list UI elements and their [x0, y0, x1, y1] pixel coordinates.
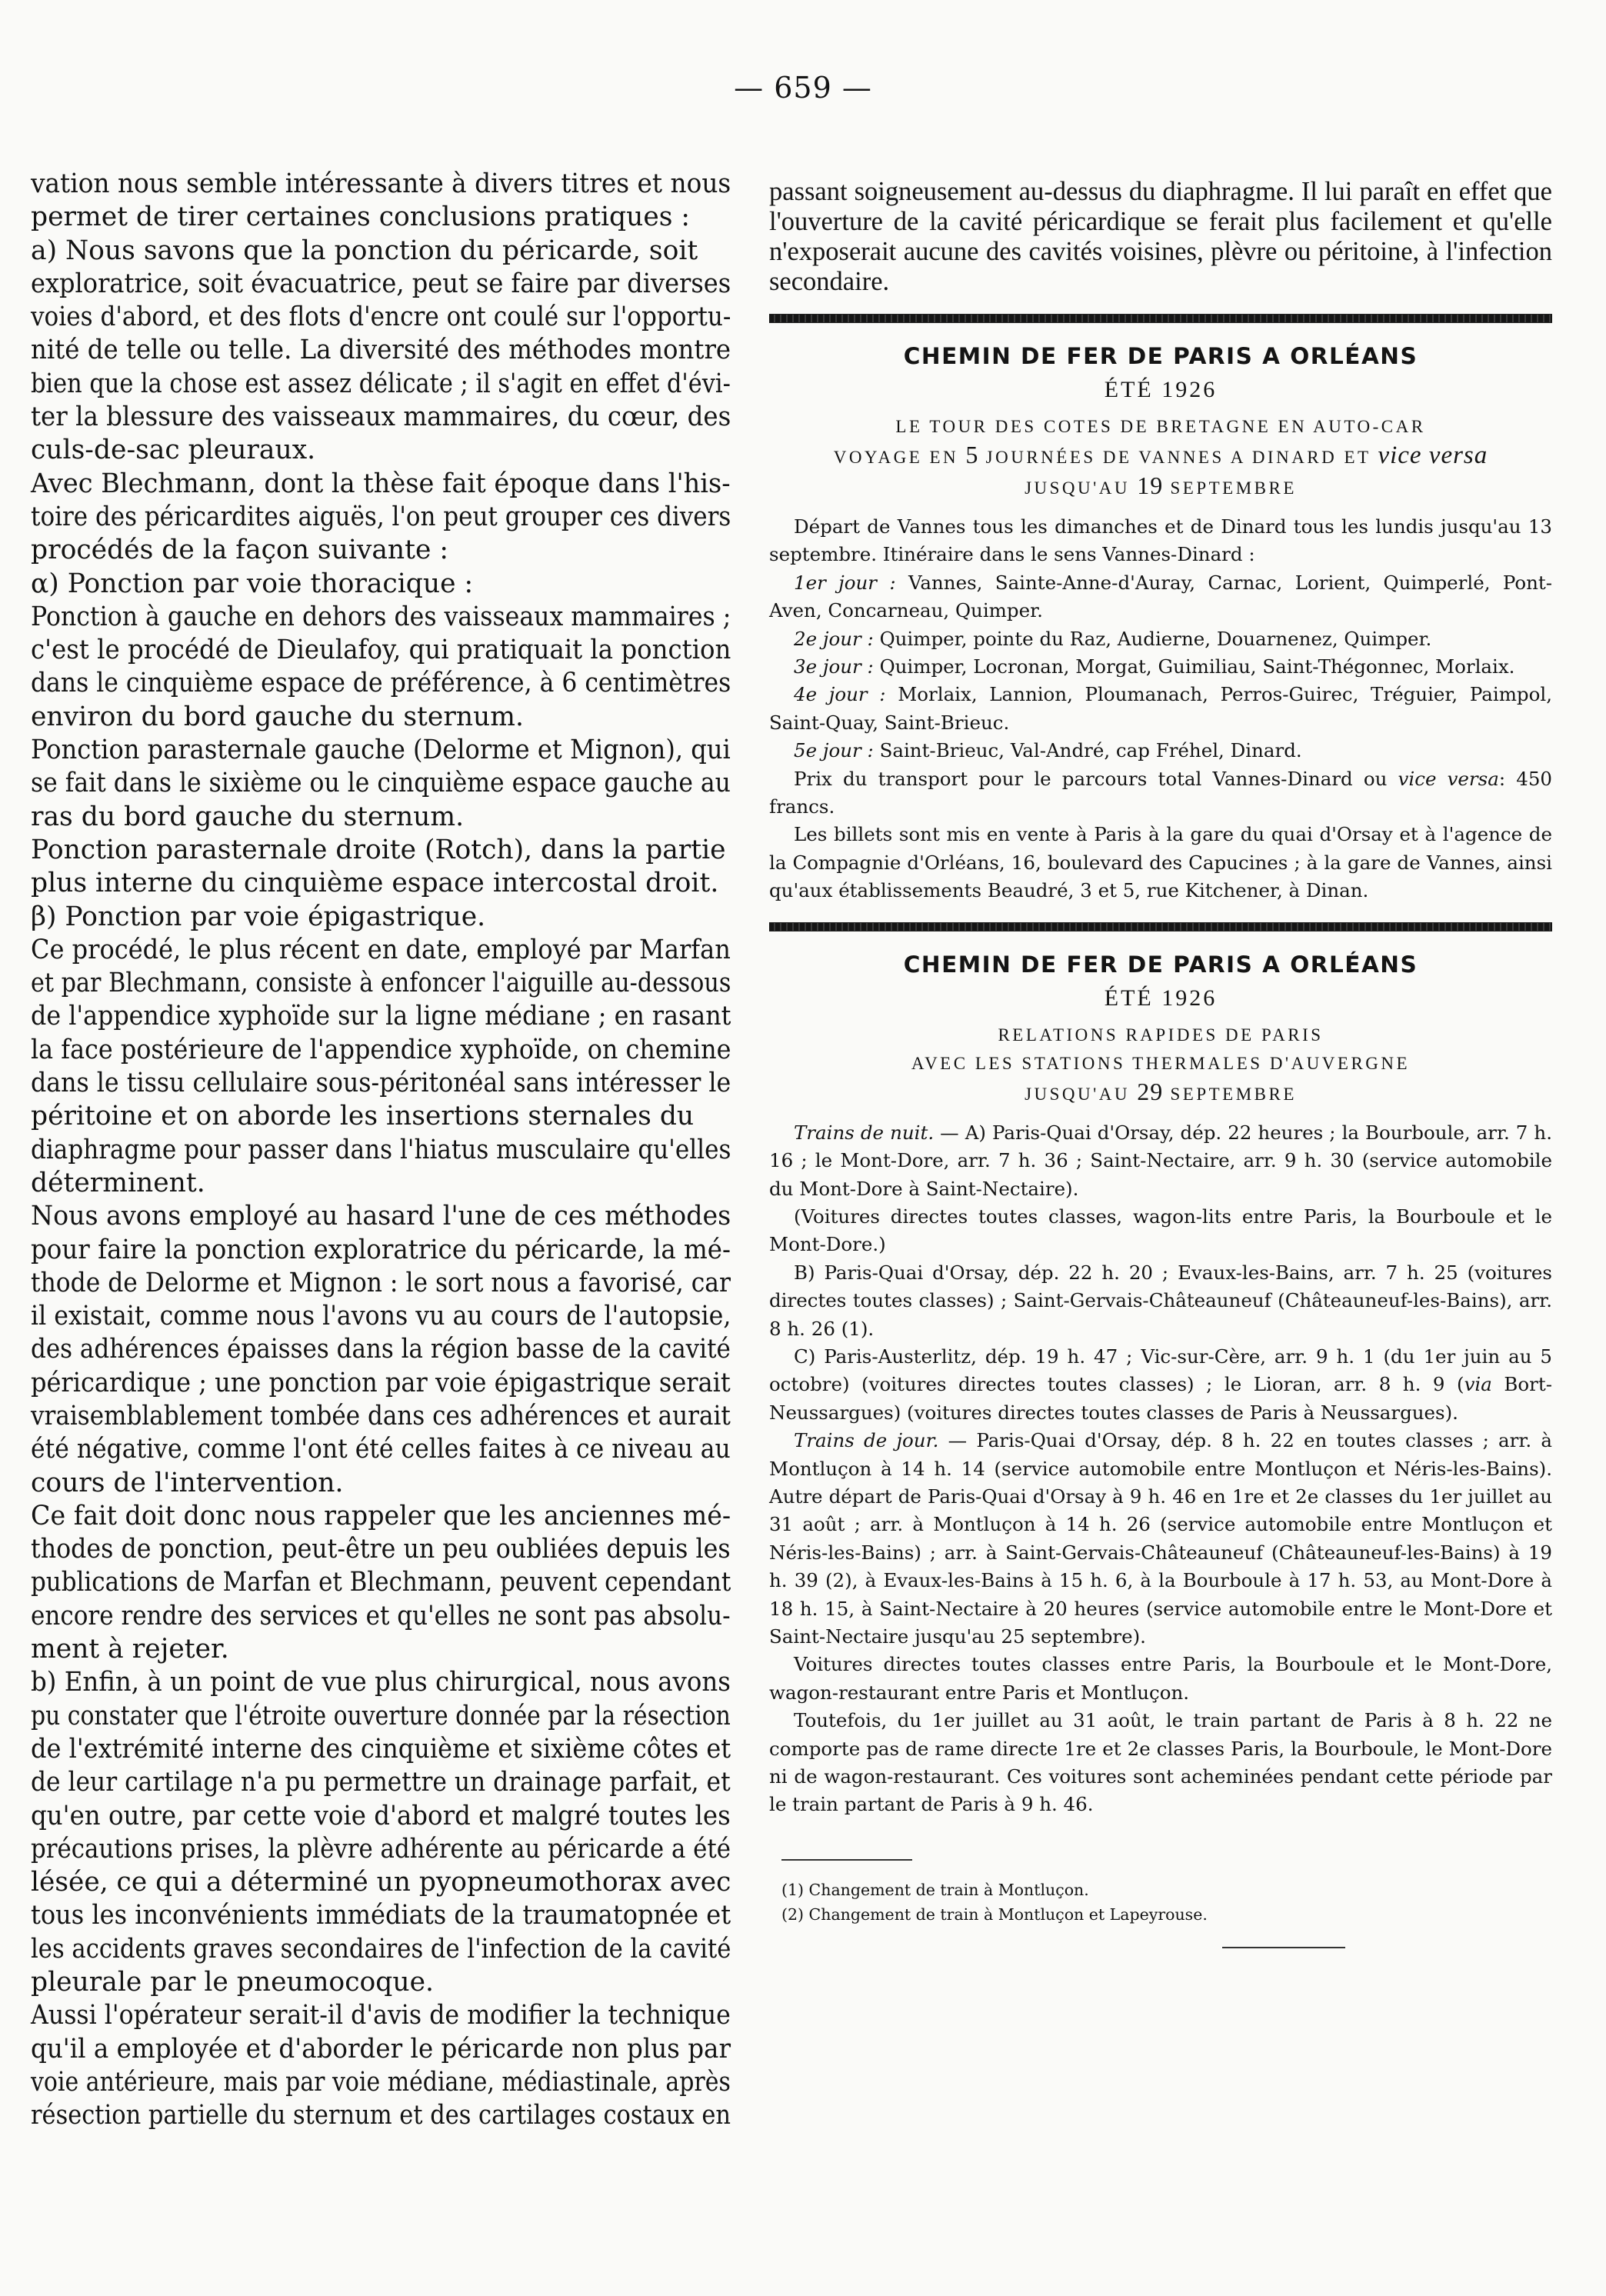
text-line: cours de l'intervention. — [31, 1467, 344, 1498]
text-line: les accidents graves secondaires de l'infection de la cavité — [31, 1933, 731, 1964]
day-label: 4e jour : — [794, 683, 886, 706]
text-line: exploratrice, soit évacuatrice, peut se faire par diverses — [31, 268, 731, 299]
text-line: thodes de ponction, peut-être un peu oubliées depuis les — [31, 1534, 731, 1565]
ad-subtitle-italic: vice versa — [1378, 442, 1488, 469]
text-line: pleurale par le pneumocoque. — [31, 1967, 434, 1998]
text-line: b) Enfin, à un point de vue plus chirurgical, nous avons — [31, 1667, 731, 1698]
ad-paragraph — [769, 1427, 1552, 1651]
text-line: péricardique ; une ponction par voie épigastrique serait — [31, 1367, 731, 1398]
ad-paragraph: Départ de Vannes tous les dimanches et de Dinard tous les lundis jusqu'au 13 septembre. Itinéraire dans le sens Vannes-Dinard : — [769, 515, 1552, 566]
text-line: ment à rejeter. — [31, 1634, 229, 1665]
text-line: Avec Blechmann, dont la thèse fait époque dans l'his- — [31, 468, 731, 499]
text-line: Ce fait doit donc nous rappeler que les anciennes mé- — [31, 1500, 731, 1531]
text-line: Nous avons employé au hasard l'une de ces méthodes — [31, 1201, 731, 1232]
text-line: bien que la chose est assez délicate ; il s'agit en effet d'évi- — [31, 368, 731, 399]
ad-subtitle-part: JUSQU'AU — [1025, 478, 1130, 498]
day-label: 2e jour : — [794, 627, 874, 650]
text-line: dans le cinquième espace de préférence, à 6 centimètres — [31, 668, 731, 699]
text-line: vraisemblablement tombée dans ces adhérences et aurait — [31, 1400, 731, 1431]
section-label: Trains de nuit. — [794, 1121, 935, 1144]
ad-title: CHEMIN DE FER DE PARIS A ORLÉANS — [903, 343, 1418, 369]
text-line: de l'extrémité interne des cinquième et sixième côtes et — [31, 1733, 731, 1764]
train-text: — Paris-Quai d'Orsay, dép. 8 h. 22 en toutes classes ; arr. à Montluçon à 14 h. 14 (service automobile entre Montluçon et Néris-les-Bains). Autre départ de Paris-Quai d'Orsay à 9 h. 46 en 1re et 2e classes du 1er juillet au 31 août ; arr. à Montluçon à 14 h. 26 (service automobile entre Montluçon et Néris-les-Bains) ; arr. à Saint-Gervais-Châteauneuf (Châteauneuf-les-Bains) à 19 h. 39 (2), à Evaux-les-Bains à 15 h. 6, à la Bourboule à 17 h. 53, au Mont-Dore à 18 h. 15, à Saint-Nectaire à 20 heures (service automobile entre le Mont-Dore et Saint-Nectaire jusqu'au 25 septembre). — [769, 1429, 1552, 1648]
text-line: lésée, ce qui a déterminé un pyopneumothorax avec — [31, 1867, 731, 1898]
text-line: thode de Delorme et Mignon : le sort nous a favorisé, car — [31, 1267, 731, 1298]
ad-subtitle: LE TOUR DES COTES DE BRETAGNE EN AUTO-CAR — [895, 417, 1426, 436]
day-text: Quimper, Locronan, Morgat, Guimiliau, Saint-Thégonnec, Morlaix. — [879, 655, 1515, 678]
price-value: : 450 francs. — [769, 767, 1552, 818]
text-line: diaphragme pour passer dans l'hiatus musculaire qu'elles — [31, 1134, 731, 1165]
text-line: qu'en outre, par cette voie d'abord et malgré toutes les — [31, 1800, 731, 1831]
day-text: Morlaix, Lannion, Ploumanach, Perros-Guirec, Tréguier, Paimpol, Saint-Quay, Saint-Brieuc. — [769, 683, 1552, 734]
text-line: résection partielle du sternum et des cartilages costaux en — [31, 2100, 731, 2131]
text-line: procédés de la façon suivante : — [31, 535, 449, 566]
day-text: Saint-Brieuc, Val-André, cap Fréhel, Dinard. — [879, 739, 1302, 762]
day-label: 5e jour : — [794, 739, 874, 762]
ad-season: ÉTÉ 1926 — [1104, 377, 1218, 402]
text-line: Ponction à gauche en dehors des vaisseaux mammaires ; — [31, 601, 731, 632]
price-text: Prix du transport pour le parcours total Vannes-Dinard ou — [794, 767, 1388, 790]
text-line: des adhérences épaisses dans la région basse de la cavité — [31, 1334, 731, 1365]
text-line: c'est le procédé de Dieulafoy, qui pratiquait la ponction — [31, 635, 731, 666]
ad-paragraph: Voitures directes toutes classes entre Paris, la Bourboule et le Mont-Dore, wagon-restaurant entre Paris et Montluçon. — [769, 1653, 1552, 1704]
text-line: ras du bord gauche du sternum. — [31, 801, 465, 832]
text-line: nité de telle ou telle. La diversité des méthodes montre — [31, 335, 731, 366]
ad-subtitle-number: 19 — [1137, 472, 1164, 499]
ad-subtitle-part: VOYAGE EN — [833, 448, 959, 467]
text-line: Ponction parasternale gauche (Delorme et Mignon), qui — [31, 735, 731, 766]
itinerary-day — [769, 681, 1552, 737]
page-number: — 659 — — [734, 71, 872, 105]
ad-price — [769, 765, 1552, 821]
text-line: α) Ponction par voie thoracique : — [31, 568, 474, 599]
right-column-intro: passant soigneusement au-dessus du diaphragme. Il lui paraît en effet que l'ouverture de la cavité péricardique se ferait plus facilement et qu'elle n'exposerait aucune des cavités voisines, plèvre ou péritoine, à l'infection secondaire. — [769, 177, 1552, 296]
ad-subtitle-number: 5 — [965, 441, 979, 468]
day-label: 1er jour : — [794, 571, 896, 594]
itinerary-day — [769, 569, 1552, 625]
ad-subtitle-part: JOURNÉES DE VANNES A DINARD ET — [985, 448, 1371, 467]
section-divider — [769, 922, 1552, 931]
ad-subtitle-part: SEPTEMBRE — [1170, 1084, 1297, 1104]
ad-subtitle — [769, 472, 1552, 502]
footnote: (1) Changement de train à Montluçon. — [781, 1880, 1089, 1899]
text-line: Ponction parasternale droite (Rotch), dans la partie — [31, 834, 726, 865]
text-line: permet de tirer certaines conclusions pratiques : — [31, 202, 691, 233]
text-line: culs-de-sac pleuraux. — [31, 435, 316, 466]
train-text: C) Paris-Austerlitz, dép. 19 h. 47 ; Vic-sur-Cère, arr. 9 h. 1 (du 1er juin au 5 octobre) (voitures directes toutes classes) ; le Lioran, arr. 8 h. 9 ( — [769, 1345, 1552, 1396]
ad-paragraph: Les billets sont mis en vente à Paris à la gare du quai d'Orsay et à l'agence de la Compagnie d'Orléans, 16, boulevard des Capucines ; à la gare de Vannes, ainsi qu'aux établissements Beaudré, 3 et 5, rue Kitchener, à Dinan. — [769, 823, 1552, 902]
text-line: déterminent. — [31, 1167, 205, 1198]
text-line: publications de Marfan et Blechmann, peuvent cependant — [31, 1567, 731, 1598]
itinerary-day — [769, 625, 1552, 653]
text-line: environ du bord gauche du sternum. — [31, 701, 524, 732]
left-column — [31, 168, 731, 2133]
train-italic: via — [1464, 1373, 1492, 1396]
ad-paragraph — [769, 1343, 1552, 1427]
text-line: été négative, comme l'ont été celles faites à ce niveau au — [31, 1434, 731, 1465]
ad-paragraph: (Voitures directes toutes classes, wagon-lits entre Paris, la Bourboule et le Mont-Dore.) — [769, 1205, 1552, 1256]
text-line: voies d'abord, et des flots d'encre ont coulé sur l'opportu- — [31, 302, 731, 333]
ad-title: CHEMIN DE FER DE PARIS A ORLÉANS — [903, 951, 1418, 978]
text-line: pour faire la ponction exploratrice du péricarde, la mé- — [31, 1234, 731, 1265]
footnotes — [769, 1859, 1552, 1948]
text-line: ter la blessure des vaisseaux mammaires, du cœur, des — [31, 402, 731, 433]
itinerary-day — [769, 737, 1552, 765]
ad-subtitle-part: SEPTEMBRE — [1170, 478, 1297, 498]
text-line: vation nous semble intéressante à divers titres et nous — [31, 168, 731, 199]
text-line: plus interne du cinquième espace intercostal droit. — [31, 868, 719, 899]
ad-subtitle — [769, 441, 1552, 472]
text-line: la face postérieure de l'appendice xyphoïde, on chemine — [31, 1034, 731, 1065]
text-line: β) Ponction par voie épigastrique. — [31, 901, 486, 932]
ad-subtitle: RELATIONS RAPIDES DE PARIS — [998, 1025, 1324, 1045]
train-text: — A) Paris-Quai d'Orsay, dép. 22 heures ; la Bourboule, arr. 7 h. 16 ; le Mont-Dore, arr. 7 h. 36 ; Saint-Nectaire, arr. 9 h. 30 (service automobile du Mont-Dore à Saint-Nectaire). — [769, 1121, 1552, 1200]
itinerary-day — [769, 653, 1552, 681]
text-line: pu constater que l'étroite ouverture donnée par la résection — [31, 1700, 731, 1731]
text-line: dans le tissu cellulaire sous-péritonéal sans intéresser le — [31, 1068, 731, 1099]
ad-subtitle-number: 29 — [1137, 1077, 1164, 1105]
day-text: Vannes, Sainte-Anne-d'Auray, Carnac, Lorient, Quimperlé, Pont-Aven, Concarneau, Quimper. — [769, 571, 1552, 622]
text-line: de leur cartilage n'a pu permettre un drainage parfait, et — [31, 1767, 731, 1798]
text-line: il existait, comme nous l'avons vu au cours de l'autopsie, — [31, 1301, 731, 1332]
text-line: Ce procédé, le plus récent en date, employé par Marfan — [31, 934, 731, 965]
footnote-divider — [781, 1859, 912, 1861]
text-line: de l'appendice xyphoïde sur la ligne médiane ; en rasant — [31, 1001, 731, 1032]
text-line: encore rendre des services et qu'elles ne sont pas absolu- — [31, 1600, 731, 1631]
day-label: 3e jour : — [794, 655, 874, 678]
footnote: (2) Changement de train à Montluçon et Lapeyrouse. — [781, 1904, 1208, 1924]
text-line: voie antérieure, mais par voie médiane, médiastinale, après — [31, 2066, 731, 2098]
section-divider — [769, 314, 1552, 323]
ad-subtitle-part: JUSQU'AU — [1025, 1084, 1130, 1104]
ad-season: ÉTÉ 1926 — [1104, 985, 1218, 1011]
text-line: qu'il a employée et d'aborder le péricarde non plus par — [31, 2033, 731, 2064]
text-line: et par Blechmann, consiste à enfoncer l'aiguille au-dessous — [31, 968, 731, 999]
ad-paragraph: Toutefois, du 1er juillet au 31 août, le train partant de Paris à 8 h. 22 ne comporte pas de rame directe 1re et 2e classes Paris, la Bourboule, le Mont-Dore ni de wagon-restaurant. Ces voitures sont acheminées pendant cette période par le train partant de Paris à 9 h. 46. — [769, 1709, 1552, 1816]
day-text: Quimper, pointe du Raz, Audierne, Douarnenez, Quimper. — [879, 627, 1432, 650]
text-line: Aussi l'opérateur serait-il d'avis de modifier la technique — [31, 2000, 731, 2031]
right-column — [769, 177, 1552, 1948]
ad-body — [769, 513, 1552, 905]
advertisement-bretagne — [769, 343, 1552, 905]
advertisement-auvergne — [769, 951, 1552, 1819]
end-divider — [1222, 1947, 1345, 1948]
text-line: tous les inconvénients immédiats de la traumatopnée et — [31, 1900, 731, 1931]
text-line: précautions prises, la plèvre adhérente au péricarde a été — [31, 1833, 731, 1864]
text-line: péritoine et on aborde les insertions sternales du — [31, 1101, 695, 1132]
train-text: Bort-Neussargues) (voitures directes toutes classes de Paris à Neussargues). — [769, 1373, 1552, 1424]
text-line: a) Nous savons que la ponction du péricarde, soit — [31, 235, 698, 266]
section-label: Trains de jour. — [794, 1429, 939, 1452]
ad-subtitle — [769, 1078, 1552, 1108]
text-line: toire des péricardites aiguës, l'on peut grouper ces divers — [31, 501, 731, 532]
ad-subtitle: AVEC LES STATIONS THERMALES D'AUVERGNE — [911, 1053, 1411, 1073]
price-italic: vice versa — [1398, 767, 1499, 790]
ad-body — [769, 1119, 1552, 1819]
ad-paragraph: B) Paris-Quai d'Orsay, dép. 22 h. 20 ; Evaux-les-Bains, arr. 7 h. 25 (voitures directes toutes classes) ; Saint-Gervais-Châteauneuf (Châteauneuf-les-Bains), arr. 8 h. 26 (1). — [769, 1261, 1552, 1340]
ad-paragraph — [769, 1119, 1552, 1203]
text-line: se fait dans le sixième ou le cinquième espace gauche au — [31, 768, 731, 799]
